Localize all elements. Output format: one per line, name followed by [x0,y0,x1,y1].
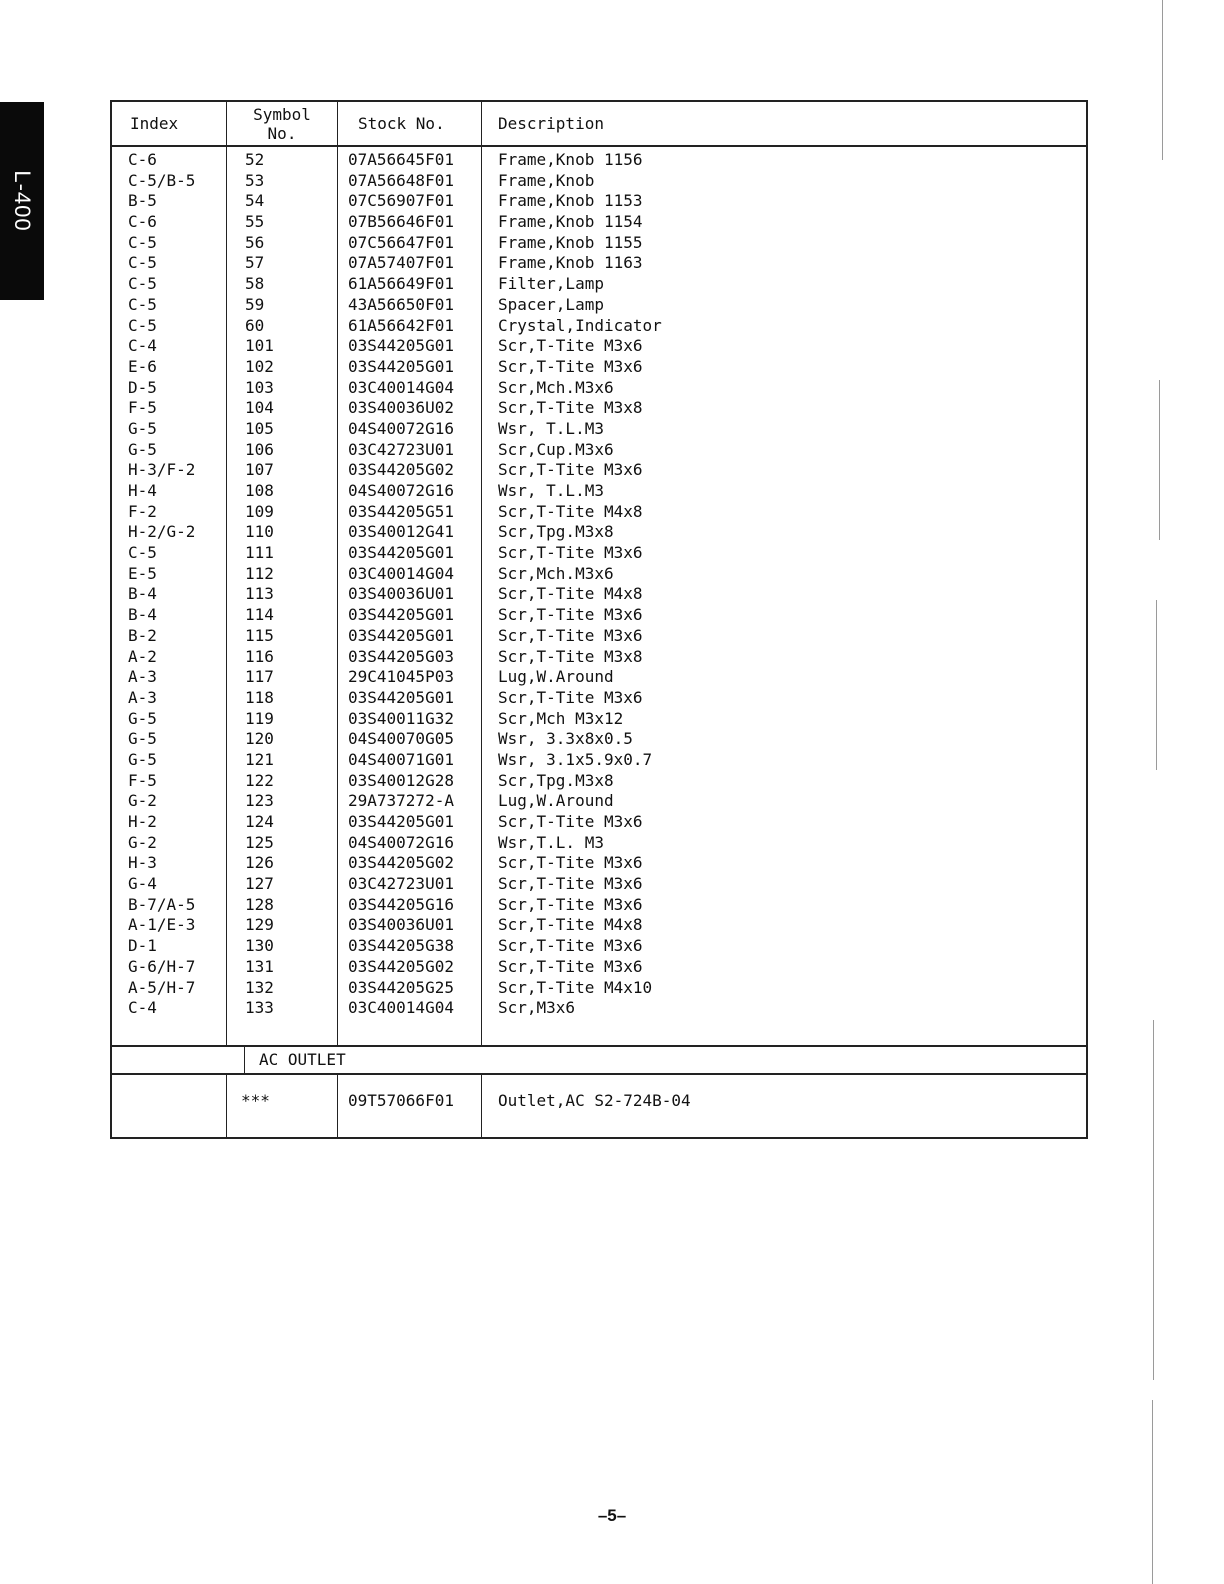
symbol-cell: 111 [245,543,274,563]
symbol-cell: 103 [245,377,274,397]
symbol-cell: 120 [245,729,274,749]
page-edge-rule [1153,1020,1154,1380]
index-cell: G-5 [128,418,157,438]
description-cell: Scr,T-Tite M4x8 [498,584,643,604]
symbol-cell: 114 [245,605,274,625]
symbol-cell: 132 [245,977,274,997]
index-cell: C-5/B-5 [128,170,196,190]
stock-cell: 04S40072G16 [348,418,454,438]
symbol-cell: 60 [245,315,265,335]
table-header [112,102,1086,147]
index-cell: A-1/E-3 [128,915,196,935]
description-cell: Scr,T-Tite M3x6 [498,460,643,480]
index-cell: H-2 [128,812,157,831]
index-cell: G-5 [128,708,157,728]
index-cell: A-2 [128,646,157,666]
index-cell: C-4 [128,336,157,356]
description-cell: Scr,T-Tite M3x6 [498,356,643,376]
stock-cell: 03S44205G51 [348,501,454,521]
header-symbol-line1: Symbol [253,104,311,124]
model-label: L-400 [10,170,35,232]
symbol-cell: 121 [245,749,274,769]
symbol-cell: 118 [245,687,274,707]
page-number: –5– [597,1506,627,1525]
outlet-symbol: *** [226,1075,337,1137]
page-edge-rule [1156,600,1157,770]
index-cell: B-2 [128,625,157,645]
description-cell: Scr,Mch.M3x6 [498,563,614,583]
symbol-cell: 127 [245,874,274,894]
symbol-cell: 124 [245,812,274,831]
stock-cell: 04S40071G01 [348,749,454,769]
outlet-index [112,1075,226,1137]
index-cell: F-5 [128,398,157,418]
stock-cell: 03S44205G16 [348,894,454,914]
index-cell: G-4 [128,874,157,894]
symbol-cell: 117 [245,667,274,687]
description-cell: Scr,T-Tite M3x6 [498,336,643,356]
symbol-cell: 108 [245,481,274,500]
index-cell: G-2 [128,791,157,811]
index-cell: C-5 [128,294,157,314]
symbol-cell: 115 [245,625,274,645]
description-cell: Scr,T-Tite M3x6 [498,936,643,956]
symbol-cell: 130 [245,936,274,956]
stock-cell: 03C40014G04 [348,998,454,1018]
index-cell: E-5 [128,563,157,583]
symbol-cell: 106 [245,439,274,459]
description-cell: Scr,T-Tite M3x6 [498,687,643,707]
parts-table [110,100,1088,1139]
symbol-cell: 119 [245,708,274,728]
stock-cell: 03C42723U01 [348,874,454,894]
symbol-cell: 126 [245,853,274,873]
index-cell: G-5 [128,749,157,769]
stock-cell: 07A56645F01 [348,150,454,169]
index-cell: C-4 [128,998,157,1018]
stock-cell: 03S44205G02 [348,853,454,873]
description-cell: Scr,T-Tite M4x10 [498,977,653,997]
stock-cell: 03C40014G04 [348,377,454,397]
header-description: Description [481,102,1086,145]
description-cell: Wsr, 3.1x5.9x0.7 [498,749,653,769]
index-cell: H-2/G-2 [128,522,196,542]
symbol-cell: 125 [245,832,274,852]
description-cell: Scr,T-Tite M3x6 [498,625,643,645]
description-cell: Crystal,Indicator [498,315,662,335]
index-cell: F-2 [128,501,157,521]
stock-cell: 43A56650F01 [348,294,454,314]
stock-cell: 61A56649F01 [348,274,454,294]
description-cell: Scr,Cup.M3x6 [498,439,614,459]
index-cell: A-3 [128,667,157,687]
index-cell: B-7/A-5 [128,894,196,914]
index-cell: B-5 [128,191,157,211]
index-cell: H-4 [128,481,157,500]
stock-cell: 03S44205G01 [348,625,454,645]
stock-cell: 03S40036U01 [348,915,454,935]
index-cell: H-3 [128,853,157,873]
stock-cell: 03S44205G01 [348,336,454,356]
index-cell: D-5 [128,377,157,397]
description-cell: Scr,T-Tite M3x6 [498,956,643,976]
description-cell: Lug,W.Around [498,791,614,811]
index-column [112,147,226,1045]
symbol-cell: 128 [245,894,274,914]
header-index: Index [130,114,179,133]
description-cell: Wsr, T.L.M3 [498,481,604,500]
header-stock: Stock No. [337,102,481,145]
stock-cell: 04S40072G16 [348,832,454,852]
symbol-cell: 123 [245,791,274,811]
description-cell: Scr,T-Tite M3x6 [498,605,643,625]
index-cell: C-6 [128,212,157,232]
outlet-stock: 09T57066F01 [337,1075,481,1137]
header-symbol-line2: No. [267,123,297,143]
outlet-row [112,1075,1086,1137]
description-cell: Scr,M3x6 [498,998,576,1018]
description-cell: Frame,Knob 1163 [498,253,643,273]
symbol-cell: 107 [245,460,274,480]
stock-cell: 04S40070G05 [348,729,454,749]
description-cell: Frame,Knob [498,170,595,190]
symbol-cell: 54 [245,191,265,211]
stock-cell: 04S40072G16 [348,481,454,500]
index-cell: C-5 [128,253,157,273]
description-cell: Scr,Mch M3x12 [498,708,624,728]
stock-cell: 03S44205G01 [348,605,454,625]
stock-cell: 03S40012G28 [348,770,454,790]
index-cell: G-5 [128,729,157,749]
description-cell: Wsr,T.L. M3 [498,832,604,852]
stock-cell: 03S44205G02 [348,460,454,480]
description-cell: Scr,Tpg.M3x8 [498,770,614,790]
page-edge-rule [1159,380,1160,540]
description-cell: Scr,T-Tite M3x6 [498,874,643,894]
description-cell: Frame,Knob 1153 [498,191,643,211]
symbol-cell: 131 [245,956,274,976]
stock-cell: 03S44205G01 [348,687,454,707]
description-cell: Scr,Mch.M3x6 [498,377,614,397]
stock-cell: 03S40036U02 [348,398,454,418]
symbol-cell: 110 [245,522,274,542]
description-cell: Scr,T-Tite M4x8 [498,915,643,935]
index-cell: B-4 [128,584,157,604]
symbol-cell: 104 [245,398,274,418]
symbol-cell: 57 [245,253,265,273]
index-cell: C-5 [128,274,157,294]
description-cell: Frame,Knob 1155 [498,232,643,252]
description-cell: Frame,Knob 1156 [498,150,643,169]
index-cell: C-5 [128,543,157,563]
stock-cell: 07A57407F01 [348,253,454,273]
stock-cell: 29C41045P03 [348,667,454,687]
description-column [481,147,1086,1045]
section-title: AC OUTLET [244,1047,1086,1073]
outlet-description: Outlet,AC S2-724B-04 [481,1075,1086,1137]
symbol-cell: 109 [245,501,274,521]
description-cell: Scr,T-Tite M3x6 [498,543,643,563]
symbol-cell: 58 [245,274,265,294]
index-cell: C-5 [128,315,157,335]
symbol-cell: 113 [245,584,274,604]
stock-cell: 03S44205G38 [348,936,454,956]
stock-cell: 07C56907F01 [348,191,454,211]
symbol-cell: 105 [245,418,274,438]
stock-cell: 07B56646F01 [348,212,454,232]
description-cell: Scr,T-Tite M3x8 [498,398,643,418]
stock-cell: 29A737272-A [348,791,454,811]
header-symbol [226,102,337,145]
stock-cell: 03S40011G32 [348,708,454,728]
description-cell: Scr,Tpg.M3x8 [498,522,614,542]
stock-cell: 03S44205G25 [348,977,454,997]
description-cell: Scr,T-Tite M3x6 [498,853,643,873]
symbol-cell: 133 [245,998,274,1018]
section-row-ac-outlet [112,1045,1086,1075]
section-spacer [112,1047,244,1073]
stock-cell: 03C40014G04 [348,563,454,583]
table-body [112,147,1086,1045]
symbol-cell: 56 [245,232,265,252]
description-cell: Filter,Lamp [498,274,604,294]
index-cell: A-3 [128,687,157,707]
description-cell: Frame,Knob 1154 [498,212,643,232]
index-cell: E-6 [128,356,157,376]
description-cell: Scr,T-Tite M3x6 [498,812,643,831]
stock-cell: 03C42723U01 [348,439,454,459]
description-cell: Scr,T-Tite M3x6 [498,894,643,914]
index-cell: G-2 [128,832,157,852]
stock-cell: 03S44205G02 [348,956,454,976]
stock-cell: 07A56648F01 [348,170,454,190]
stock-cell: 03S40036U01 [348,584,454,604]
description-cell: Lug,W.Around [498,667,614,687]
description-cell: Scr,T-Tite M4x8 [498,501,643,521]
stock-cell: 03S44205G01 [348,543,454,563]
stock-cell: 03S44205G01 [348,356,454,376]
stock-cell: 61A56642F01 [348,315,454,335]
symbol-cell: 53 [245,170,265,190]
stock-cell: 03S44205G03 [348,646,454,666]
symbol-cell: 59 [245,294,265,314]
page-edge-rule [1152,1400,1153,1584]
index-cell: A-5/H-7 [128,977,196,997]
index-cell: D-1 [128,936,157,956]
page-edge-rule [1162,0,1163,160]
index-cell: C-6 [128,150,157,169]
stock-column [337,147,481,1045]
description-cell: Wsr, T.L.M3 [498,418,604,438]
stock-cell: 07C56647F01 [348,232,454,252]
description-cell: Scr,T-Tite M3x8 [498,646,643,666]
index-cell: B-4 [128,605,157,625]
stock-cell: 03S40012G41 [348,522,454,542]
index-cell: G-5 [128,439,157,459]
description-cell: Wsr, 3.3x8x0.5 [498,729,633,749]
symbol-cell: 55 [245,212,265,232]
index-cell: C-5 [128,232,157,252]
description-cell: Spacer,Lamp [498,294,604,314]
symbol-cell: 101 [245,336,274,356]
symbol-cell: 112 [245,563,274,583]
symbol-column [226,147,337,1045]
index-cell: F-5 [128,770,157,790]
symbol-cell: 102 [245,356,274,376]
symbol-cell: 122 [245,770,274,790]
stock-cell: 03S44205G01 [348,812,454,831]
model-side-tab [0,102,44,300]
symbol-cell: 129 [245,915,274,935]
symbol-cell: 116 [245,646,274,666]
index-cell: G-6/H-7 [128,956,196,976]
symbol-cell: 52 [245,150,265,169]
index-cell: H-3/F-2 [128,460,196,480]
